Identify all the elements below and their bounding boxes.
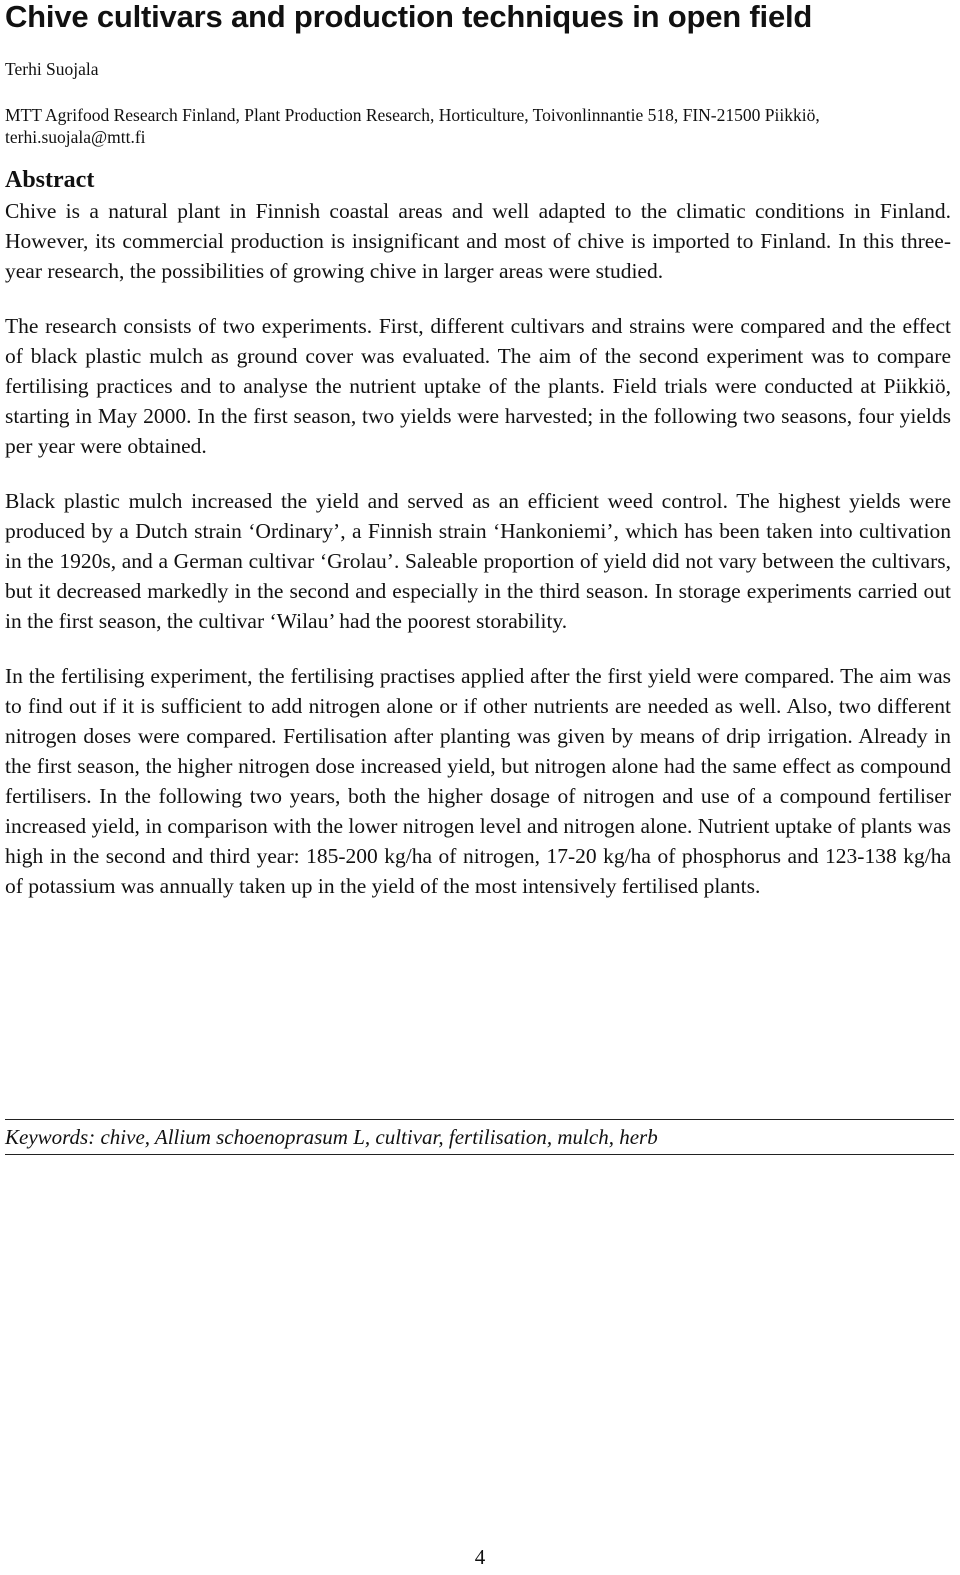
paper-page	[5, 0, 951, 901]
author-affiliation	[5, 104, 951, 148]
author-email: terhi.suojala@mtt.fi	[5, 127, 146, 147]
abstract-heading: Abstract	[5, 167, 95, 193]
abstract-paragraph: In the fertilising experiment, the fertilising practises applied after the first yield were compared. The aim was to find out if it is sufficient to add nitrogen alone or if other nutrients are needed as well. Also, two different nitrogen doses were compared. Fertilisation after planting was given by means of drip irrigation. Already in the first season, the higher nitrogen dose increased yield, but nitrogen alone had the same effect as compound fertilisers. In the following two years, both the higher dosage of nitrogen and use of a compound fertiliser increased yield, in comparison with the lower nitrogen level and nitrogen alone. Nutrient uptake of plants was high in the second and third year: 185-200 kg/ha of nitrogen, 17-20 kg/ha of phosphorus and 123-138 kg/ha of potassium was annually taken up in the yield of the most intensively fertilised plants.	[5, 664, 951, 898]
abstract-paragraph: The research consists of two experiments. First, different cultivars and strains were compared and the effect of black plastic mulch as ground cover was evaluated. The aim of the second experiment was to compare fertilising practices and to analyse the nutrient uptake of the plants. Field trials were conducted at Piikkiö, starting in May 2000. In the first season, two yields were harvested; in the following two seasons, four yields per year were obtained.	[5, 314, 951, 458]
paper-title: Chive cultivars and production techniques in open field	[5, 0, 813, 34]
keywords-box	[5, 1119, 954, 1155]
page-number: 4	[474, 1545, 486, 1569]
keywords-text: Keywords: chive, Allium schoenoprasum L, cultivar, fertilisation, mulch, herb	[5, 1125, 658, 1149]
abstract-body	[5, 196, 951, 901]
abstract-paragraph: Chive is a natural plant in Finnish coastal areas and well adapted to the climatic conditions in Finland. However, its commercial production is insignificant and most of chive is imported to Finland. In this three-year research, the possibilities of growing chive in larger areas were studied.	[5, 199, 951, 283]
author-name: Terhi Suojala	[5, 59, 99, 79]
abstract-paragraph: Black plastic mulch increased the yield and served as an efficient weed control. The highest yields were produced by a Dutch strain ‘Ordinary’, a Finnish strain ‘Hankoniemi’, which has been taken into cultivation in the 1920s, and a German cultivar ‘Grolau’. Saleable proportion of yield did not vary between the cultivars, but it decreased markedly in the second and especially in the third season. In storage experiments carried out in the first season, the cultivar ‘Wilau’ had the poorest storability.	[5, 489, 951, 633]
affiliation-address: MTT Agrifood Research Finland, Plant Production Research, Horticulture, Toivonlinnantie 518, FIN-21500 Piikkiö,	[5, 105, 820, 125]
